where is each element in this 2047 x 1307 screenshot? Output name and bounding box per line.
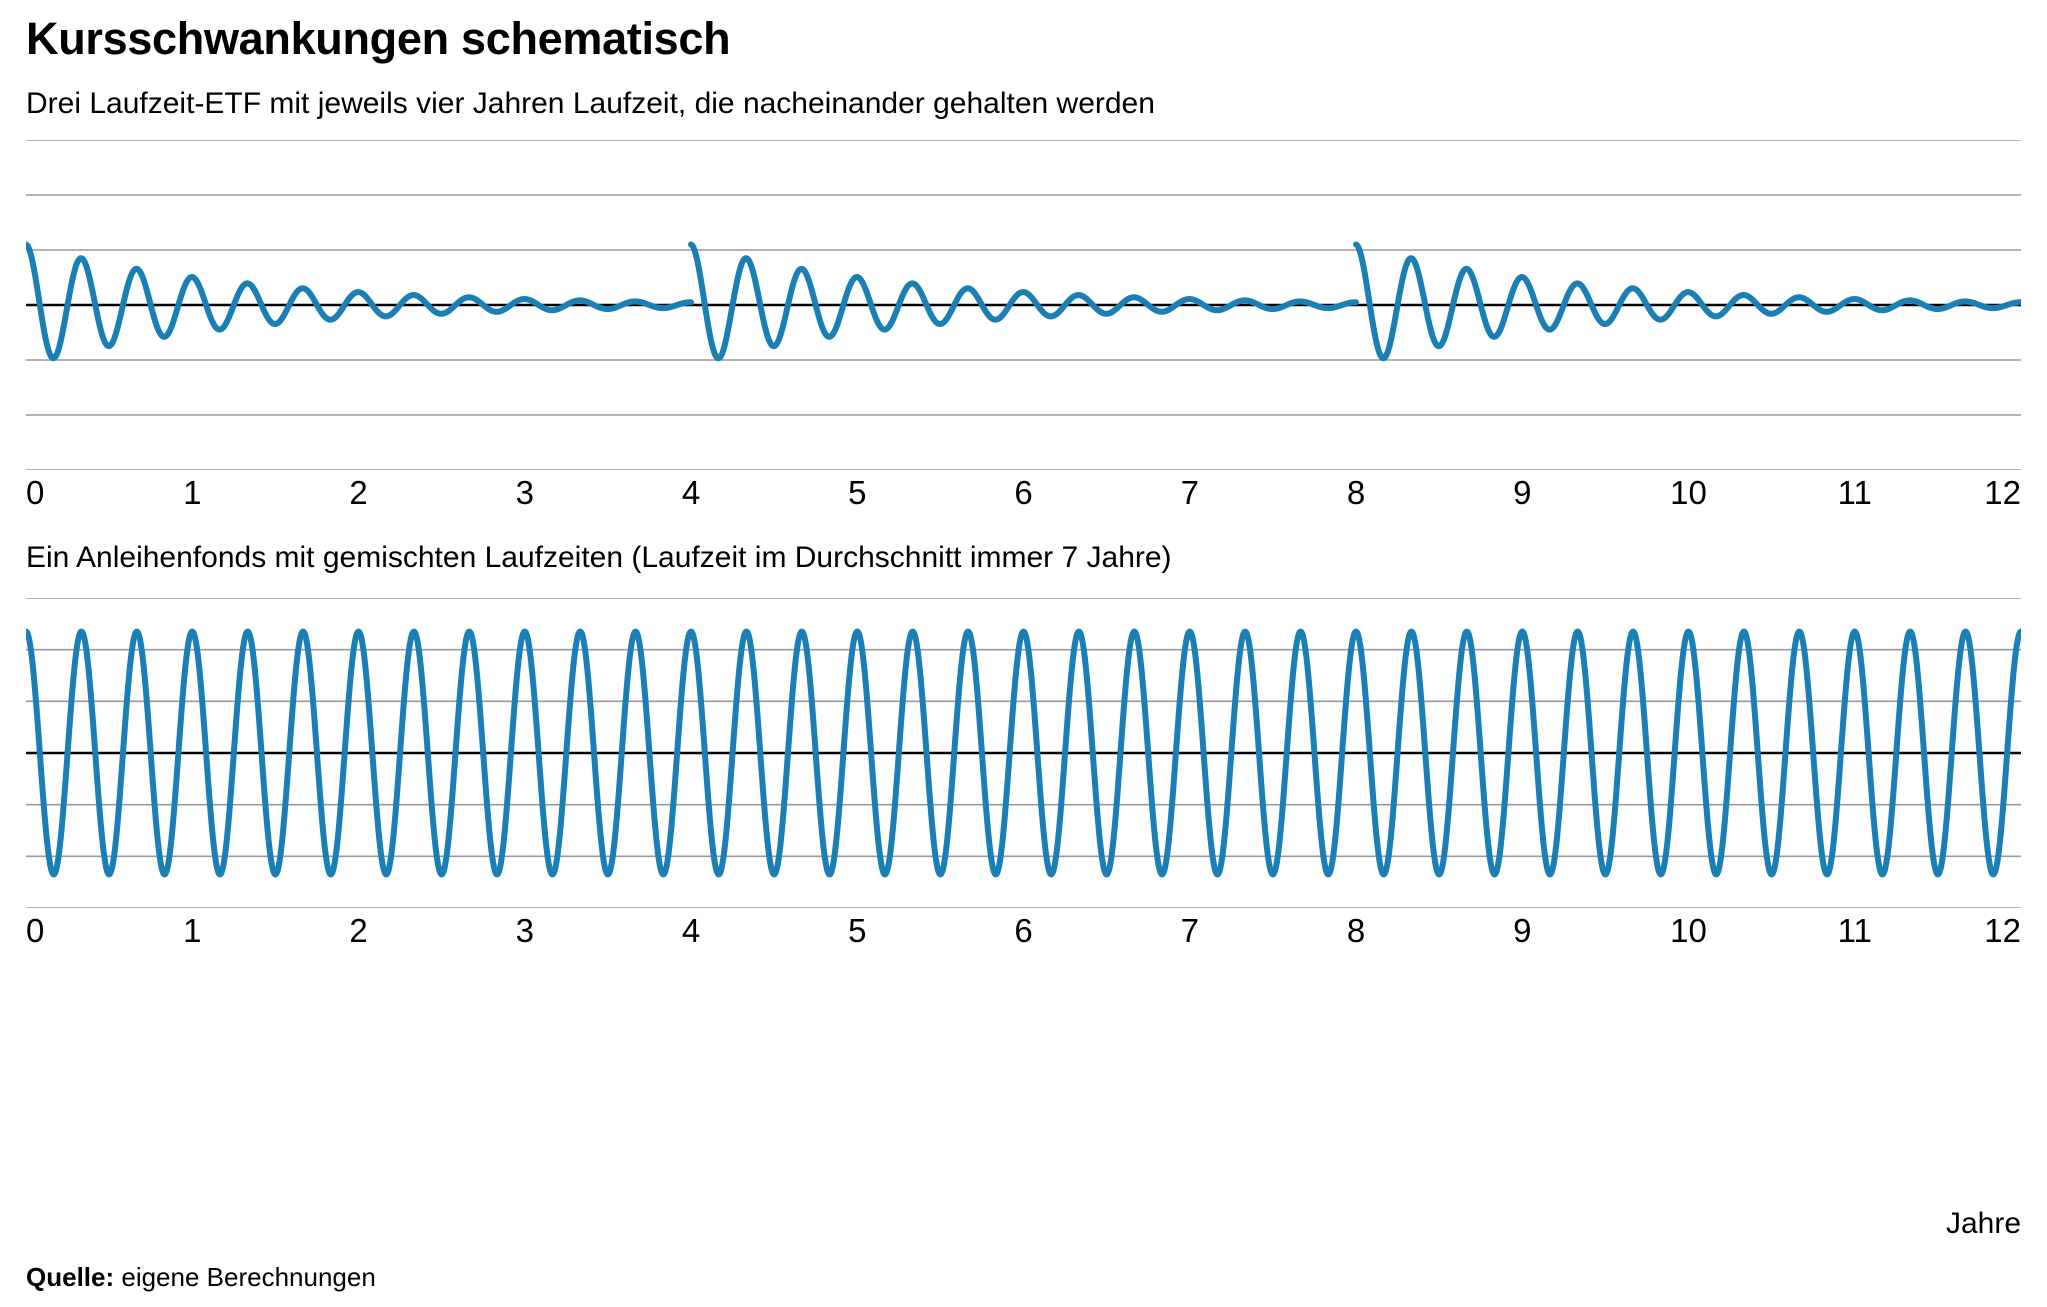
x-tick-label: 0 (26, 473, 45, 511)
chart-1-svg (26, 140, 2021, 470)
chart-1-x-axis (26, 470, 2021, 522)
x-tick-label: 8 (1346, 911, 1366, 949)
chart-2-svg (26, 598, 2021, 908)
source-prefix: Quelle: (26, 1262, 115, 1292)
x-tick-label: 12 (1984, 911, 2021, 949)
x-tick-label: 12 (1984, 473, 2021, 511)
x-tick-label: 9 (1513, 911, 1532, 949)
chart-page (0, 14, 2047, 1307)
x-tick-label: 8 (1346, 473, 1366, 511)
x-tick-label: 9 (1513, 473, 1532, 511)
x-tick-label: 10 (1670, 911, 1707, 949)
page-title: Kursschwankungen schematisch (26, 13, 731, 64)
x-tick-label: 11 (1837, 911, 1872, 949)
x-tick-label: 11 (1837, 473, 1872, 511)
x-tick-label: 0 (26, 911, 45, 949)
x-tick-label: 5 (848, 473, 867, 511)
series-line-2 (691, 244, 1356, 358)
x-tick-label: 4 (681, 473, 701, 511)
x-tick-label: 7 (1180, 911, 1199, 949)
x-axis-unit-label: Jahre (1945, 1207, 2021, 1240)
source-text: eigene Berechnungen (114, 1262, 376, 1292)
chart-2-plot (26, 598, 2021, 908)
series-line-1 (26, 244, 691, 358)
x-tick-label: 6 (1014, 473, 1033, 511)
x-tick-label: 5 (848, 911, 867, 949)
x-tick-label: 3 (515, 473, 534, 511)
x-tick-label: 7 (1180, 473, 1199, 511)
chart-2-block (26, 598, 2021, 960)
x-tick-label: 6 (1014, 911, 1033, 949)
x-tick-label: 2 (349, 473, 368, 511)
chart-1-plot (26, 140, 2021, 470)
chart-2-x-axis (26, 908, 2021, 960)
series-line-3 (1356, 244, 2021, 358)
x-tick-label: 1 (183, 473, 202, 511)
x-tick-label: 4 (681, 911, 701, 949)
chart-2-label: Ein Anleihenfonds mit gemischten Laufzeiten (Laufzeit im Durchschnitt immer 7 Jahre) (26, 540, 1172, 574)
chart-1-block (26, 140, 2021, 522)
x-tick-label: 10 (1670, 473, 1707, 511)
x-tick-label: 2 (349, 911, 368, 949)
x-tick-label: 1 (183, 911, 202, 949)
x-tick-label: 3 (515, 911, 534, 949)
chart-1-subtitle: Drei Laufzeit-ETF mit jeweils vier Jahren Laufzeit, die nacheinander gehalten werden (26, 86, 1155, 120)
source-note (26, 1262, 376, 1293)
